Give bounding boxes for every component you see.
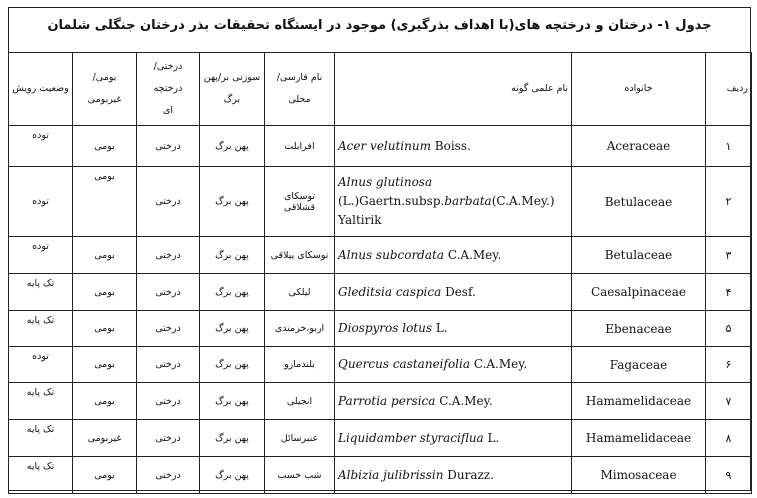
header-radif: ردیف — [706, 53, 752, 126]
cell-radif: ۹ — [706, 457, 752, 494]
cell-growth: تک پایه — [9, 383, 73, 420]
cell-radif: ۸ — [706, 420, 752, 457]
cell-leaf-type: پهن برگ — [200, 347, 265, 383]
sci-subspecies: barbata — [444, 194, 492, 208]
sci-author: L. — [483, 430, 500, 445]
cell-family: Betulaceae — [572, 167, 706, 237]
cell-radif: ۷ — [706, 383, 752, 420]
cell-family: Betulaceae — [572, 237, 706, 274]
cell-leaf-type: پهن برگ — [200, 126, 265, 167]
header-persian-name: نام فارسی/محلی — [265, 53, 335, 126]
sci-binomial: Gleditsia caspica — [338, 284, 442, 299]
sci-binomial: Alnus subcordata — [338, 247, 444, 262]
cell-family: Aceraceae — [572, 126, 706, 167]
cell-scientific-name — [335, 383, 572, 420]
cell-persian-name: توسکای ییلاقی — [265, 237, 335, 274]
table-frame — [8, 7, 751, 491]
sci-binomial: Acer velutinum — [338, 138, 431, 153]
table-row — [9, 311, 752, 347]
sci-author: Boiss. — [430, 138, 471, 153]
cell-persian-name: اربو،خرمندی — [265, 311, 335, 347]
sci-binomial: Diospyros lotus — [338, 321, 433, 335]
sci-line-3: Yaltirik — [338, 213, 382, 227]
cell-habit: درختی — [137, 311, 200, 347]
cell-growth: تک پایه — [9, 457, 73, 494]
table-row — [9, 167, 752, 237]
cell-persian-name: انجیلی — [265, 383, 335, 420]
cell-radif: ۱ — [706, 126, 752, 167]
header-leaf-type-line1: سوزنی بر/پهن — [203, 72, 261, 83]
cell-scientific-name — [335, 457, 572, 494]
cell-scientific-name — [335, 420, 572, 457]
table-row — [9, 420, 752, 457]
table-row — [9, 383, 752, 420]
cell-persian-name: افرابلت — [265, 126, 335, 167]
cell-growth: توده — [9, 237, 73, 274]
cell-persian-name: شب خسب — [265, 457, 335, 494]
sci-author: C.A.Mey. — [444, 247, 502, 262]
cell-native: بومی — [73, 237, 137, 274]
cell-native: بومی — [73, 167, 137, 237]
header-habit — [137, 53, 200, 126]
header-leaf-type-line2: برگ — [223, 94, 241, 105]
cell-scientific-name — [335, 167, 572, 237]
sci-author: C.A.Mey. — [435, 393, 493, 408]
cell-habit: درختی — [137, 167, 200, 237]
cell-leaf-type: پهن برگ — [200, 311, 265, 347]
cell-scientific-name — [335, 274, 572, 311]
cell-radif: ۶ — [706, 347, 752, 383]
sci-binomial: Liquidamber styraciflua — [338, 430, 484, 445]
cell-family: Hamamelidaceae — [572, 383, 706, 420]
header-leaf-type — [200, 53, 265, 126]
cell-native: بومی — [73, 274, 137, 311]
cell-growth: توده — [9, 347, 73, 383]
cell-radif: ۳ — [706, 237, 752, 274]
cell-native: بومی — [73, 383, 137, 420]
cell-habit: درختی — [137, 237, 200, 274]
cell-leaf-type: پهن برگ — [200, 457, 265, 494]
cell-family: Hamamelidaceae — [572, 420, 706, 457]
cell-scientific-name — [335, 347, 572, 383]
cell-persian-name: توسکای قشلاقی — [265, 167, 335, 237]
species-table — [8, 52, 752, 494]
sci-binomial: Albizia julibrissin — [338, 467, 444, 482]
header-growth: وضعیت رویش — [9, 53, 73, 126]
cell-habit: درختی — [137, 274, 200, 311]
cell-scientific-name — [335, 237, 572, 274]
cell-radif: ۴ — [706, 274, 752, 311]
sci-author: L. — [432, 321, 448, 335]
cell-leaf-type: پهن برگ — [200, 167, 265, 237]
cell-persian-name: بلندمازو — [265, 347, 335, 383]
cell-family: Fagaceae — [572, 347, 706, 383]
table-caption: جدول ۱- درختان و درختچه های(با اهداف بذرگیری) موجود در ایستگاه تحقیقات بذر درختان جنگلی شلمان — [47, 18, 712, 33]
cell-family: Caesalpinaceae — [572, 274, 706, 311]
sci-authority: (L.)Gaertn.subsp. — [338, 194, 445, 208]
cell-family: Mimosaceae — [572, 457, 706, 494]
cell-leaf-type: پهن برگ — [200, 274, 265, 311]
cell-growth: تک پایه — [9, 420, 73, 457]
table-row — [9, 457, 752, 494]
table-row — [9, 347, 752, 383]
header-family: خانواده — [572, 53, 706, 126]
sci-line-1: Alnus glutinosa — [338, 175, 433, 189]
cell-habit: درختی — [137, 457, 200, 494]
sci-line-2 — [338, 192, 568, 211]
cell-habit: درختی — [137, 347, 200, 383]
cell-family: Ebenaceae — [572, 311, 706, 347]
cell-native: بومی — [73, 347, 137, 383]
sci-author: C.A.Mey. — [470, 357, 528, 371]
cell-growth: توده — [9, 126, 73, 167]
cell-habit: درختی — [137, 126, 200, 167]
cell-scientific-name — [335, 311, 572, 347]
cell-native: بومی — [73, 311, 137, 347]
cell-native: بومی — [73, 457, 137, 494]
sci-binomial: Parrotia persica — [338, 393, 436, 408]
table-row — [9, 126, 752, 167]
cell-leaf-type: پهن برگ — [200, 237, 265, 274]
cell-radif: ۵ — [706, 311, 752, 347]
header-scientific-name: نام علمی گونه — [335, 53, 572, 126]
header-habit-line1: درختی/درختچه — [153, 61, 183, 94]
header-habit-line2: ای — [162, 105, 174, 116]
cell-growth: تک پایه — [9, 311, 73, 347]
cell-persian-name: لیلکی — [265, 274, 335, 311]
cell-leaf-type: پهن برگ — [200, 420, 265, 457]
header-row — [9, 53, 752, 126]
cell-leaf-type: پهن برگ — [200, 383, 265, 420]
table-row — [9, 237, 752, 274]
sci-author: Durazz. — [443, 467, 494, 482]
cell-scientific-name — [335, 126, 572, 167]
sci-binomial: Quercus castaneifolia — [338, 357, 470, 371]
cell-native: غیربومی — [73, 420, 137, 457]
cell-habit: درختی — [137, 383, 200, 420]
cell-growth: توده — [9, 167, 73, 237]
table-row — [9, 274, 752, 311]
cell-persian-name: عنبرسائل — [265, 420, 335, 457]
cell-native: بومی — [73, 126, 137, 167]
header-native: بومی/غیربومی — [73, 53, 137, 126]
cell-habit: درختی — [137, 420, 200, 457]
cell-radif: ۲ — [706, 167, 752, 237]
sci-author: Desf. — [441, 284, 476, 299]
cell-growth: تک پایه — [9, 274, 73, 311]
sci-subsp-author: (C.A.Mey.) — [491, 194, 555, 208]
